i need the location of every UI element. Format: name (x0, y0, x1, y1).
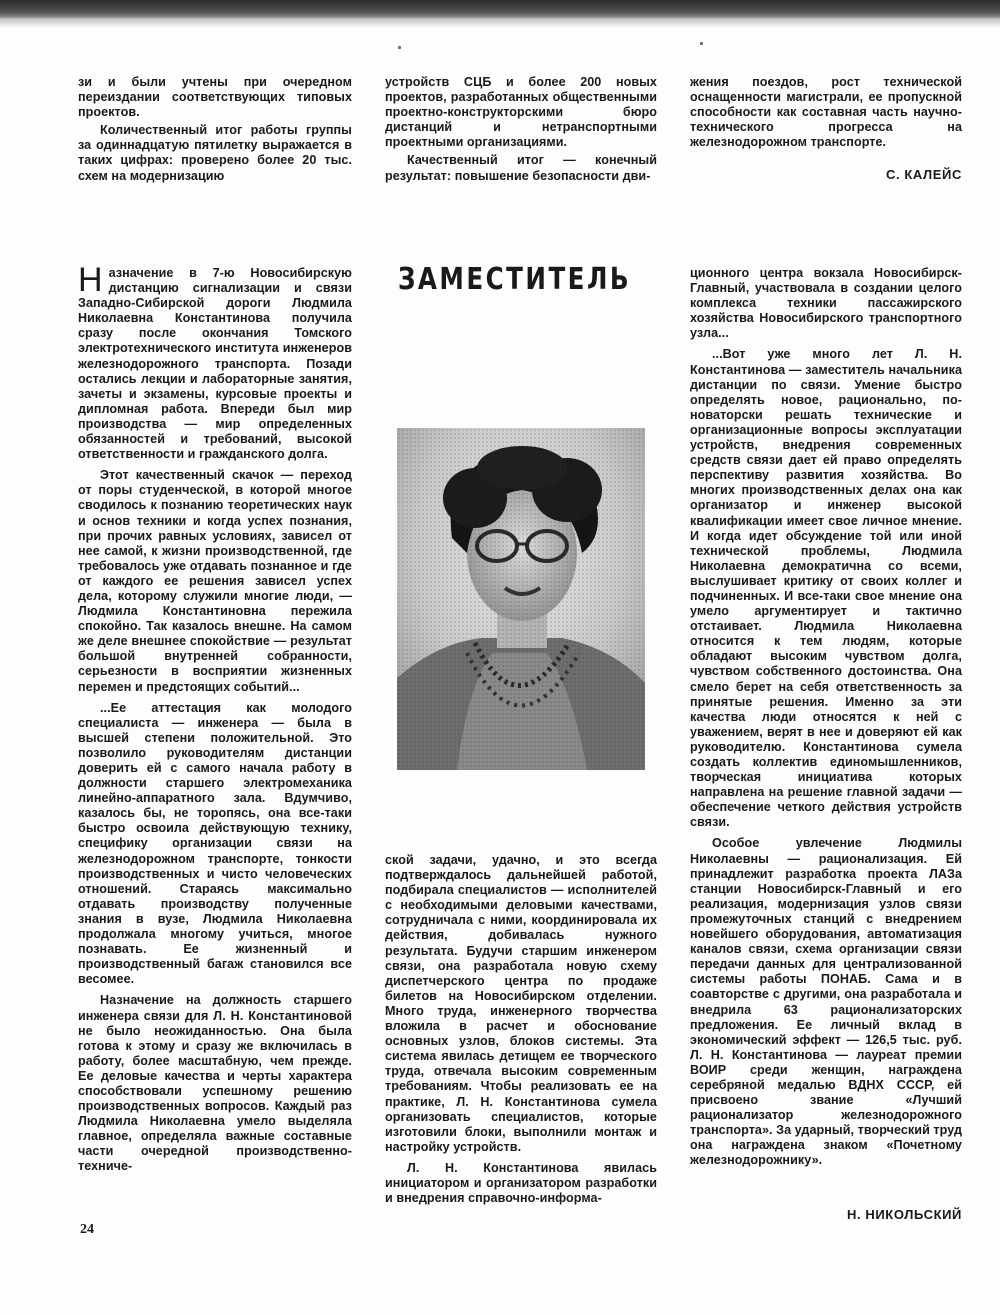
paragraph: ...Ее аттестация как молодого специалиста — инженера — была в высшей степени положительной. Это позволило руководителям дистанции доверить ей с самого начала работу в должности старшего электромеханика линейно-аппаратного зала. Вдумчиво, казалось бы, не торопясь, она все-таки быстро освоила действующую технику, специфику организации связи на железнодорожном транспорте, тонкости производственных и чисто человеческих отношений. Стараясь максимально отдавать производству полученные знания в вузе, Людмила Николаевна продолжала многому учиться, многое познавать. Ее жизненный и производственный багаж становился все весомее. (78, 700, 352, 987)
prev-article-signature: С. КАЛЕЙС (885, 167, 962, 182)
paragraph: устройств СЦБ и более 200 новых проектов, разработанных общественными проектно-конструкторскими бюро дистанций и нетранспортными проектными организациями. (385, 75, 657, 150)
article-col3 (690, 266, 962, 1172)
prev-article-col1 (78, 75, 352, 187)
paragraph: Качественный итог — конечный результат: повышение безопасности дви- (385, 153, 657, 183)
article-signature: Н. НИКОЛЬСКИЙ (846, 1207, 962, 1222)
paragraph: зи и были учтены при очередном переиздании соответствующих типовых проектов. (78, 75, 352, 120)
paragraph: Особое увлечение Людмилы Николаевны — рационализация. Ей принадлежит разработка проекта ЛАЗа станции Новосибирск-Главный и его реализация, модернизация узлов связи промежуточных станций с внедрением новейшего оборудования, автоматизация каналов связи, схема организации связи передачи данных для централизованной системы работы ПОНАБ. Сама и в соавторстве с другими, она разработала и внедрила 63 рационализаторских предложения. Ее личный вклад в экономический эффект — 126,5 тыс. руб. Л. Н. Константинова — лауреат премии ВОИР среди женщин, награждена серебряной медалью ВДНХ СССР, ей присвоено звание «Лучший рационализатор железнодорожного транспорта». За ударный, творческий труд она награждена знаком «Почетному железнодорожнику». (690, 836, 962, 1168)
paragraph-lead (78, 261, 352, 462)
article-col2 (385, 853, 657, 1209)
paragraph: жения поездов, рост технической оснащенности магистрали, ее пропускной способности как составная часть научно-технического прогресса на железнодорожном транспорте. (690, 75, 962, 150)
article-col1 (78, 261, 352, 1178)
scan-speck (398, 46, 401, 49)
portrait-photo (397, 428, 645, 770)
paragraph: ...Вот уже много лет Л. Н. Константинова — заместитель начальника дистанции по связи. Умение быстро определять новое, рационально, по-новаторски решать технические и организационные вопросы эксплуатации устройств, внедрения современных средств связи дает ей право определять перспективу развития хозяйства. Во многих производственных делах она как организатор и инженер высокой квалификации имеет свое личное мнение. И когда идет обсуждение той или иной технической проблемы, Людмила Николаевна демократична со всеми, выслушивает критику от своих коллег и подчиненных. И все-таки свое мнение она умело аргументирует и тактично отстаивает. Людмила Николаевна относится к тем людям, которые обладают высоким чувством долга, чувством собственного достоинства. Она смело берет на себя ответственность за принятые решения. Именно за эти качества люди относятся к ней с уважением, верят в нее и доверяют ей как руководителю. Константинова сумела создать коллектив единомышленников, творческая инициатива которых направлена на решение главной задачи — обеспечение четкого действия устройств связи. (690, 347, 962, 830)
scan-top-shadow (0, 18, 1000, 28)
scan-top-edge (0, 0, 1000, 18)
paragraph: Л. Н. Константинова явилась инициатором и организатором разработки и внедрения справочно-информа- (385, 1160, 657, 1206)
paragraph: Назначение на должность старшего инженера связи для Л. Н. Константиновой не было неожиданностью. Она была готова к этому и сразу же включилась в работу, более масштабную, чем прежде. Ее деловые качества и черты характера способствовали успешному решению производственных вопросов. Каждый раз Людмила Николаевна умело выделяла главное, определяла важные составные части очередной производственно-техниче- (78, 993, 352, 1174)
drop-cap: Н (78, 261, 103, 299)
prev-article-col3 (690, 75, 962, 153)
page-number: 24 (80, 1222, 94, 1237)
paragraph: Количественный итог работы группы за одиннадцатую пятилетку выражается в таких цифрах: проверено более 20 тыс. схем на модернизацию (78, 123, 352, 183)
scan-speck (700, 42, 703, 45)
paragraph-text: азначение в 7-ю Новосибирскую дистанцию сигнализации и связи Западно-Сибирской дороги Людмила Николаевна Константинова получила сразу после окончания Томского электротехнического института инженеров железнодорожного транспорта. Позади остались лекции и лабораторные занятия, зачеты и экзамены, курсовые проекты и дипломная работа. Впереди был мир производства — мир определенных обязанностей и требований, высокой ответственности и гражданского долга. (78, 266, 352, 462)
prev-article-col2 (385, 75, 657, 187)
article-headline: ЗАМЕСТИТЕЛЬ (398, 262, 632, 297)
paragraph: ционного центра вокзала Новосибирск-Главный, участвовала в создании целого комплекса техники пассажирского хозяйства Новосибирского транспортного узла... (690, 266, 962, 341)
portrait-image (397, 428, 645, 770)
paragraph: Этот качественный скачок — переход от поры студенческой, в которой многое сводилось к познанию теоретических наук и основ техники и когда успех познания, при прочих равных условиях, зависел от нее самой, к жизни производственной, где требовалось уже отдавать познанное и где от каждого ее решения зависел успех дела, которому служили многие люди, — Людмила Константиновна пережила спокойно. Так казалось внешне. На самом же деле внешнее спокойствие — результат большой внутренней собранности, серьезности в восприятии жизненных перемен и предстоящих событий... (78, 468, 352, 694)
paragraph: ской задачи, удачно, и это всегда подтверждалось дальнейшей работой, подбирала специалистов — исполнителей с необходимыми деловыми качествами, сотрудничала с ними, координировала их действия, добивалась нужного результата. Будучи старшим инженером связи, она разработала новую схему диспетчерского центра по продаже билетов на Новосибирском отделении. Много труда, инженерного творчества вложила в расчет и обоснование основных узлов, блоков системы. Эта система явилась детищем ее творческого труда, отвечала высоким современным требованиям. Чтобы реализовать ее на практике, Л. Н. Константинова сумела организовать специалистов, которые изготовили блоки, выполнили монтаж и настройку устройств. (385, 853, 657, 1154)
